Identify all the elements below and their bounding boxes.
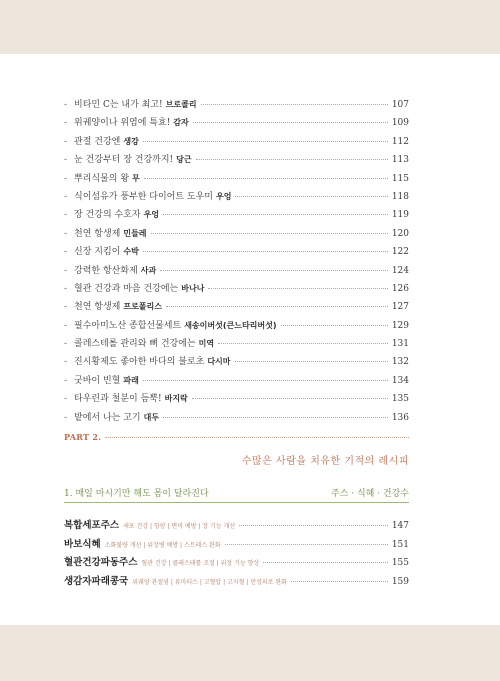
toc-entry[interactable] bbox=[64, 336, 409, 354]
toc-bullet: - bbox=[64, 283, 68, 294]
toc-entry[interactable] bbox=[64, 281, 409, 299]
recipe-benefits: 위궤양 관절염 | 류마티스 | 고혈압 | 고지혈 | 만성피로 완화 bbox=[132, 578, 287, 586]
toc-entry[interactable] bbox=[64, 134, 409, 152]
toc-page-number: 120 bbox=[391, 228, 409, 239]
dot-leader bbox=[281, 325, 388, 326]
toc-entry-text: 콜레스테롤 관리와 뼈 건강에는 bbox=[74, 339, 196, 350]
recipe-page-number: 147 bbox=[391, 521, 409, 531]
dot-leader bbox=[201, 104, 388, 105]
dot-leader bbox=[166, 306, 388, 307]
toc-bullet: - bbox=[64, 247, 68, 258]
toc-bullet: - bbox=[64, 357, 68, 368]
toc-entry-text: 밭에서 나는 고기 bbox=[74, 412, 141, 423]
recipe-entry[interactable] bbox=[64, 554, 409, 573]
toc-bullet: - bbox=[64, 265, 68, 276]
toc-entry-keyword: 생강 bbox=[123, 136, 139, 146]
toc-entry[interactable] bbox=[64, 171, 409, 189]
toc-entry-title bbox=[74, 336, 214, 349]
toc-entry-keyword: 당근 bbox=[176, 155, 192, 165]
toc-entry[interactable] bbox=[64, 226, 409, 244]
toc-entry-title bbox=[74, 410, 159, 423]
toc-page-number: 122 bbox=[391, 247, 409, 258]
chapter-category: 주스 · 식혜 · 건강수 bbox=[330, 489, 409, 499]
dot-leader bbox=[143, 380, 388, 381]
toc-entry-title bbox=[74, 189, 231, 202]
toc-entry-title bbox=[74, 354, 231, 367]
toc-page-number: 132 bbox=[391, 357, 409, 368]
toc-entry-keyword: 우엉 bbox=[216, 191, 232, 201]
part-label: PART 2. bbox=[64, 432, 102, 442]
toc-page-number: 118 bbox=[391, 191, 409, 202]
toc-entry-keyword: 미역 bbox=[198, 339, 215, 349]
recipe-benefits: 소화불량 개선 | 위장병 예방 | 스트레스 완화 bbox=[104, 541, 221, 549]
toc-entry-keyword: 민들레 bbox=[123, 228, 147, 238]
toc-entry[interactable] bbox=[64, 354, 409, 372]
dot-leader bbox=[192, 398, 388, 399]
toc-entry-title bbox=[74, 318, 277, 331]
toc-entry-text: 타우린과 철분이 듬뿍! bbox=[74, 394, 162, 405]
toc-entry-text: 뿌리식물의 왕 bbox=[74, 173, 130, 184]
chapter-title: 1. 매일 마시기만 해도 몸이 달라진다 bbox=[64, 489, 209, 499]
toc-entry-keyword: 파래 bbox=[123, 375, 139, 385]
toc-page-number: 109 bbox=[391, 118, 409, 129]
recipe-entry[interactable] bbox=[64, 573, 409, 592]
toc-entry-title bbox=[74, 299, 162, 312]
toc-page-number: 107 bbox=[391, 100, 409, 110]
dot-leader bbox=[235, 361, 388, 362]
toc-bullet: - bbox=[64, 210, 68, 221]
recipe-name: 생감자파래콩국 bbox=[64, 575, 129, 587]
dot-leader bbox=[263, 562, 388, 563]
toc-entry[interactable] bbox=[64, 318, 409, 336]
dot-leader bbox=[208, 288, 387, 289]
toc-bullet: - bbox=[64, 100, 68, 110]
toc-page-number: 136 bbox=[391, 412, 409, 423]
toc-entry-title bbox=[74, 207, 159, 220]
toc-entry-text: 장 건강의 수호자 bbox=[74, 210, 141, 221]
toc-entry-keyword: 다시마 bbox=[207, 357, 231, 367]
toc-entry-keyword: 대두 bbox=[143, 412, 160, 422]
toc-page-number: 126 bbox=[391, 283, 409, 294]
toc-entry-keyword: 브로콜리 bbox=[165, 100, 197, 109]
toc-entry-title bbox=[74, 226, 147, 239]
toc-entry-text: 신장 지킴이 bbox=[74, 247, 121, 258]
toc-bullet: - bbox=[64, 228, 68, 239]
toc-entry-text: 천연 항생제 bbox=[74, 302, 121, 313]
toc-entry-keyword: 새송이버섯(큰느타리버섯) bbox=[184, 320, 277, 330]
toc-list bbox=[64, 97, 409, 428]
toc-entry-title bbox=[74, 115, 189, 128]
toc-entry-title bbox=[74, 263, 156, 276]
recipe-page-number: 155 bbox=[391, 558, 409, 568]
top-band bbox=[0, 0, 500, 54]
toc-page-number: 113 bbox=[391, 155, 409, 166]
dot-leader bbox=[143, 141, 388, 142]
toc-entry-text: 혈관 건강과 마음 건강에는 bbox=[74, 283, 179, 294]
toc-page-number: 112 bbox=[391, 136, 409, 147]
bottom-band bbox=[0, 625, 500, 681]
toc-page-number: 124 bbox=[391, 265, 409, 276]
dot-leader bbox=[218, 343, 388, 344]
dot-leader bbox=[163, 214, 388, 215]
dot-leader bbox=[196, 159, 388, 160]
recipe-benefits: 혈관 건강 | 콜레스테롤 조절 | 위장 기능 향상 bbox=[141, 560, 260, 567]
chapter-header bbox=[64, 486, 409, 499]
toc-bullet: - bbox=[64, 375, 68, 386]
toc-entry-keyword: 바지락 bbox=[164, 394, 188, 404]
toc-bullet: - bbox=[64, 191, 68, 202]
toc-entry[interactable] bbox=[64, 373, 409, 391]
recipe-benefits: 세포 건강 | 항암 | 변비 예방 | 장 기능 개선 bbox=[123, 523, 236, 530]
toc-entry-text: 관절 건강엔 bbox=[74, 136, 121, 147]
dot-leader bbox=[225, 544, 388, 545]
dot-leader bbox=[163, 417, 388, 418]
toc-bullet: - bbox=[64, 136, 68, 147]
toc-entry-title bbox=[74, 391, 188, 404]
recipe-entry[interactable] bbox=[64, 517, 409, 536]
toc-entry-text: 위궤양이나 위염에 특효! bbox=[74, 118, 171, 129]
toc-bullet: - bbox=[64, 320, 68, 331]
toc-entry[interactable] bbox=[64, 207, 409, 225]
toc-bullet: - bbox=[64, 394, 68, 405]
part-header bbox=[64, 432, 409, 442]
dot-leader bbox=[144, 178, 388, 179]
dot-leader bbox=[291, 581, 388, 582]
toc-entry-text: 진시황제도 좋아한 바다의 불로초 bbox=[74, 357, 205, 368]
toc-page-number: 115 bbox=[391, 173, 409, 184]
toc-bullet: - bbox=[64, 302, 68, 313]
toc-entry[interactable] bbox=[64, 391, 409, 409]
toc-entry-title bbox=[74, 152, 192, 165]
toc-entry-text: 강력한 항산화제 bbox=[74, 265, 138, 276]
toc-entry-keyword: 수박 bbox=[123, 247, 139, 257]
toc-entry-keyword: 무 bbox=[132, 173, 140, 183]
toc-page-number: 135 bbox=[391, 394, 409, 405]
toc-bullet: - bbox=[64, 412, 68, 423]
toc-page-number: 131 bbox=[391, 339, 409, 350]
toc-entry-text: 굿바이 빈혈 bbox=[74, 375, 121, 386]
toc-bullet: - bbox=[64, 339, 68, 350]
toc-entry-text: 천연 항생제 bbox=[74, 228, 121, 239]
toc-bullet: - bbox=[64, 155, 68, 166]
toc-page-number: 127 bbox=[391, 302, 409, 313]
toc-entry-title bbox=[74, 244, 139, 257]
toc-entry-title bbox=[74, 373, 139, 386]
toc-entry-text: 비타민 C는 내가 최고! bbox=[74, 100, 163, 110]
toc-entry-keyword: 감자 bbox=[173, 118, 189, 128]
recipe-entry[interactable] bbox=[64, 536, 409, 555]
toc-bullet: - bbox=[64, 118, 68, 129]
toc-page-number: 129 bbox=[391, 320, 409, 331]
toc-entry-text: 식이섬유가 풍부한 다이어트 도우미 bbox=[74, 191, 213, 202]
toc-entry-title bbox=[74, 134, 139, 147]
toc-entry-text: 눈 건강부터 장 건강까지! bbox=[74, 155, 174, 166]
toc-entry[interactable] bbox=[64, 152, 409, 170]
dot-leader bbox=[193, 122, 388, 123]
dot-leader bbox=[143, 251, 388, 252]
toc-entry-keyword: 사과 bbox=[140, 265, 157, 275]
dot-leader bbox=[160, 270, 388, 271]
toc-entry-text: 필수아미노산 종합선물세트 bbox=[74, 320, 182, 331]
toc-bullet: - bbox=[64, 173, 68, 184]
chapter-divider bbox=[64, 502, 409, 503]
part-divider bbox=[105, 437, 409, 438]
recipe-name: 복합세포주스 bbox=[64, 520, 120, 531]
toc-entry[interactable] bbox=[64, 263, 409, 281]
recipe-list bbox=[64, 517, 409, 591]
toc-entry[interactable] bbox=[64, 299, 409, 317]
recipe-page-number: 159 bbox=[391, 576, 409, 587]
recipe-name: 혈관건강파동주스 bbox=[64, 557, 138, 568]
toc-entry-keyword: 바나나 bbox=[181, 283, 205, 293]
recipe-page-number: 151 bbox=[391, 539, 409, 550]
toc-entry-title bbox=[74, 281, 204, 294]
dot-leader bbox=[151, 233, 388, 234]
toc-entry-keyword: 우엉 bbox=[143, 210, 160, 220]
dot-leader bbox=[235, 196, 387, 197]
dot-leader bbox=[239, 525, 388, 526]
toc-entry-keyword: 프로폴리스 bbox=[123, 302, 162, 312]
toc-entry[interactable] bbox=[64, 244, 409, 262]
toc-page-number: 134 bbox=[391, 375, 409, 386]
toc-entry[interactable] bbox=[64, 97, 409, 115]
toc-entry-title bbox=[74, 171, 140, 184]
toc-entry-title bbox=[74, 97, 197, 110]
toc-entry[interactable] bbox=[64, 410, 409, 428]
toc-entry[interactable] bbox=[64, 115, 409, 133]
part-title: 수많은 사람을 치유한 기적의 레시피 bbox=[241, 456, 409, 467]
toc-entry[interactable] bbox=[64, 189, 409, 207]
recipe-name: 바보식혜 bbox=[64, 538, 101, 550]
toc-page-number: 119 bbox=[391, 210, 409, 221]
